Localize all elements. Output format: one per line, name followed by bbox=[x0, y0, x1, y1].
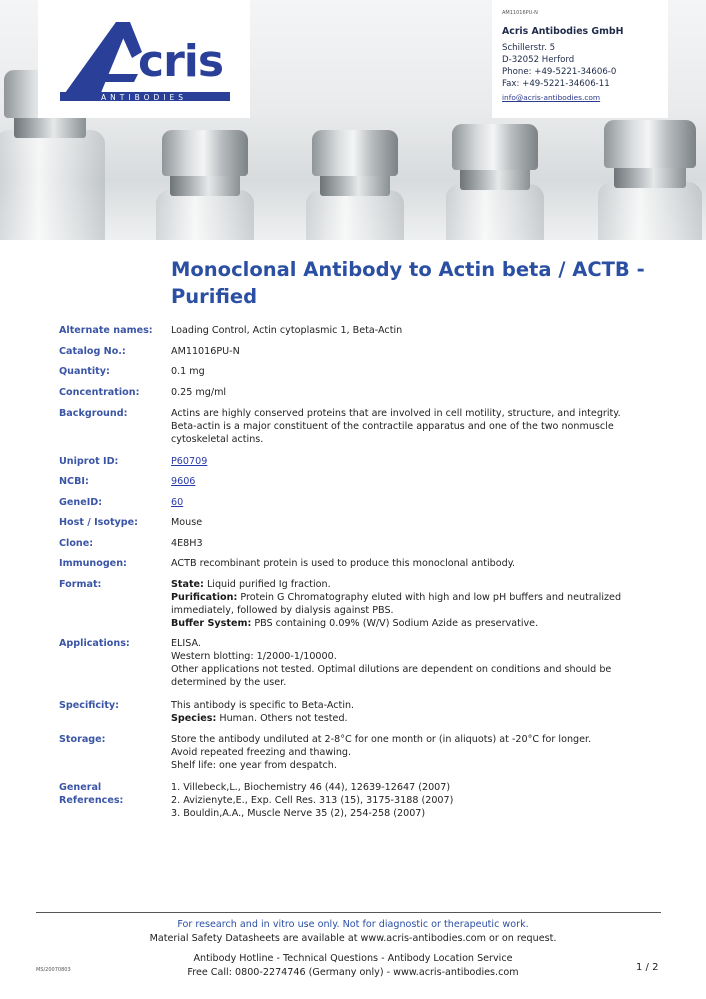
field-value-line: determined by the user. bbox=[171, 677, 287, 688]
field-value bbox=[171, 781, 651, 820]
field-label: Alternate names: bbox=[59, 325, 153, 336]
field-label: Storage: bbox=[59, 734, 106, 745]
field-value bbox=[171, 496, 651, 509]
field-label: Concentration: bbox=[59, 387, 140, 398]
field-value-line: Beta-actin is a major constituent of the contractile apparatus and one of the two nonmuscle bbox=[171, 421, 614, 432]
field-value bbox=[171, 733, 651, 772]
field-value bbox=[171, 365, 651, 378]
field-label: Clone: bbox=[59, 538, 94, 549]
field-label: Background: bbox=[59, 408, 128, 419]
field-label: NCBI: bbox=[59, 476, 89, 487]
document-code: AM11016PU-N bbox=[502, 10, 538, 16]
field-value-line: Shelf life: one year from despatch. bbox=[171, 760, 337, 771]
field-value bbox=[171, 637, 651, 689]
field-value-line: Avoid repeated freezing and thawing. bbox=[171, 747, 352, 758]
company-fax: Fax: +49-5221-34606-11 bbox=[502, 79, 610, 89]
field-value-line: 0.1 mg bbox=[171, 366, 205, 377]
external-id-link[interactable]: P60709 bbox=[171, 456, 208, 467]
field-label: Uniprot ID: bbox=[59, 456, 119, 467]
company-info bbox=[492, 0, 668, 118]
ms-code: MS/20070803 bbox=[36, 967, 71, 973]
field-label: General References: bbox=[59, 782, 124, 806]
field-value-line: 1. Villebeck,L., Biochemistry 46 (44), 12639-12647 (2007) bbox=[171, 782, 451, 793]
field-label: GeneID: bbox=[59, 497, 103, 508]
company-email-link[interactable]: info@acris-antibodies.com bbox=[502, 93, 601, 102]
field-value-line bbox=[171, 699, 651, 712]
vial-image bbox=[300, 118, 410, 240]
field-label: Immunogen: bbox=[59, 558, 127, 569]
field-sublabel: Species: bbox=[171, 713, 217, 724]
field-value bbox=[171, 699, 651, 725]
field-subvalue: immediately, followed by dialysis against PBS. bbox=[171, 605, 394, 616]
field-sublabel: State: bbox=[171, 579, 204, 590]
field-value-line bbox=[171, 712, 651, 725]
company-phone: Phone: +49-5221-34606-0 bbox=[502, 67, 617, 77]
field-value-line: Loading Control, Actin cytoplasmic 1, Beta-Actin bbox=[171, 325, 403, 336]
page-number: 1 / 2 bbox=[636, 962, 659, 973]
field-sublabel: Purification: bbox=[171, 592, 238, 603]
field-label: Quantity: bbox=[59, 366, 110, 377]
field-value-line: Actins are highly conserved proteins that are involved in cell motility, structure, and integrity. bbox=[171, 408, 621, 419]
field-value-line: AM11016PU-N bbox=[171, 346, 240, 357]
field-value-line: ACTB recombinant protein is used to produce this monoclonal antibody. bbox=[171, 558, 516, 569]
field-value-line bbox=[171, 617, 651, 630]
field-value bbox=[171, 516, 651, 529]
field-label: Format: bbox=[59, 579, 102, 590]
product-title: Monoclonal Antibody to Actin beta / ACTB - Purified bbox=[171, 258, 645, 308]
field-value bbox=[171, 537, 651, 550]
field-value-line: Store the antibody undiluted at 2-8°C for one month or (in aliquots) at -20°C for longer. bbox=[171, 734, 592, 745]
vial-image bbox=[590, 108, 706, 240]
field-subvalue: PBS containing 0.09% (W/V) Sodium Azide as preservative. bbox=[251, 618, 539, 629]
field-value bbox=[171, 557, 651, 570]
company-logo bbox=[38, 0, 250, 118]
field-label: Applications: bbox=[59, 638, 130, 649]
field-value bbox=[171, 475, 651, 488]
external-id-link[interactable]: 9606 bbox=[171, 476, 196, 487]
field-value-line: 0.25 mg/ml bbox=[171, 387, 227, 398]
field-subvalue: Human. Others not tested. bbox=[216, 713, 348, 724]
hotline-text: Antibody Hotline - Technical Questions - Antibody Location Service bbox=[193, 953, 513, 964]
field-value-line: cytoskeletal actins. bbox=[171, 434, 264, 445]
research-use-notice: For research and in vitro use only. Not for diagnostic or therapeutic work. bbox=[177, 919, 529, 930]
svg-text:cris: cris bbox=[138, 36, 224, 87]
field-value bbox=[171, 455, 651, 468]
field-value-line bbox=[171, 604, 651, 617]
field-value-line bbox=[171, 591, 651, 604]
field-subvalue: Liquid purified Ig fraction. bbox=[203, 579, 331, 590]
field-subvalue: Protein G Chromatography eluted with high and low pH buffers and neutralized bbox=[237, 592, 622, 603]
field-value-line: Western blotting: 1/2000-1/10000. bbox=[171, 651, 337, 662]
field-label: Catalog No.: bbox=[59, 346, 126, 357]
field-value-line: 2. Avizienyte,E., Exp. Cell Res. 313 (15), 3175-3188 (2007) bbox=[171, 795, 454, 806]
vial-image bbox=[150, 120, 260, 240]
company-street: Schillerstr. 5 bbox=[502, 43, 556, 53]
field-label: Host / Isotype: bbox=[59, 517, 139, 528]
field-value bbox=[171, 386, 651, 399]
field-value bbox=[171, 578, 651, 630]
company-name: Acris Antibodies GmbH bbox=[502, 26, 624, 37]
msds-notice: Material Safety Datasheets are available at www.acris-antibodies.com or on request. bbox=[149, 933, 557, 944]
field-value-line: 4E8H3 bbox=[171, 538, 203, 549]
field-value-line: ELISA. bbox=[171, 638, 201, 649]
company-city: D-32052 Herford bbox=[502, 55, 575, 65]
field-value bbox=[171, 345, 651, 358]
field-subvalue: This antibody is specific to Beta-Actin. bbox=[171, 700, 355, 711]
field-sublabel: Buffer System: bbox=[171, 618, 252, 629]
vial-image bbox=[440, 112, 550, 240]
external-id-link[interactable]: 60 bbox=[171, 497, 184, 508]
footer-divider bbox=[36, 912, 661, 913]
field-value-line: 3. Bouldin,A.A., Muscle Nerve 35 (2), 254-258 (2007) bbox=[171, 808, 426, 819]
field-value-line bbox=[171, 578, 651, 591]
field-value bbox=[171, 407, 651, 446]
field-value-line: Other applications not tested. Optimal dilutions are dependent on conditions and should be bbox=[171, 664, 612, 675]
field-value bbox=[171, 324, 651, 337]
field-value-line: Mouse bbox=[171, 517, 203, 528]
svg-text:ANTIBODIES: ANTIBODIES bbox=[101, 93, 187, 102]
field-label: Specificity: bbox=[59, 700, 120, 711]
acris-logo-graphic bbox=[38, 0, 250, 118]
free-call-text: Free Call: 0800-2274746 (Germany only) - www.acris-antibodies.com bbox=[187, 967, 519, 978]
